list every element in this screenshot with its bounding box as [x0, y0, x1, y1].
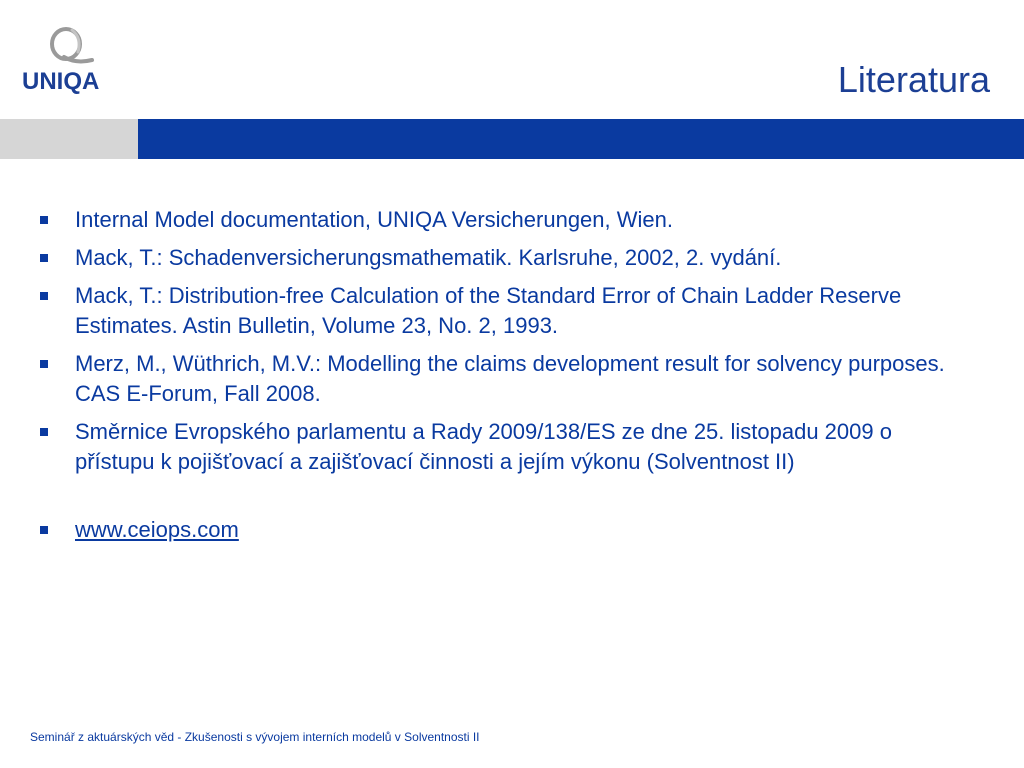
bullet-square-icon: [40, 292, 48, 300]
bullet-square-icon: [40, 254, 48, 262]
bullet-square-icon: [40, 526, 48, 534]
header-band-blue: [138, 119, 1024, 159]
footer-text: Seminář z aktuárských věd - Zkušenosti s vývojem interních modelů v Solventnosti II: [30, 730, 480, 744]
bullet-square-icon: [40, 216, 48, 224]
reference-item: [40, 281, 960, 341]
slide-title: Literatura: [837, 59, 990, 100]
uniqa-logo-mark-icon: [42, 24, 98, 66]
uniqa-logo-text: UNIQA: [22, 68, 100, 95]
reference-list: [40, 205, 960, 553]
ceiops-link[interactable]: www.ceiops.com: [75, 517, 239, 542]
reference-text: Mack, T.: Distribution-free Calculation of the Standard Error of Chain Ladder Reserve Estimates. Astin Bulletin, Volume 23, No. 2, 1993.: [75, 283, 902, 338]
header-band-grey: [0, 119, 138, 159]
reference-text: Internal Model documentation, UNIQA Versicherungen, Wien.: [75, 207, 673, 232]
reference-item: [40, 417, 960, 477]
link-item: [40, 515, 960, 545]
reference-item: [40, 349, 960, 409]
reference-text: Mack, T.: Schadenversicherungsmathematik. Karlsruhe, 2002, 2. vydání.: [75, 245, 782, 270]
reference-text: Směrnice Evropského parlamentu a Rady 2009/138/ES ze dne 25. listopadu 2009 o přístupu k pojišťovací a zajišťovací činnosti a jejím výkonu (Solventnost II): [75, 419, 892, 474]
reference-text: Merz, M., Wüthrich, M.V.: Modelling the claims development result for solvency purposes. CAS E-Forum, Fall 2008.: [75, 351, 945, 406]
reference-item: [40, 243, 960, 273]
uniqa-logo: [22, 24, 118, 96]
bullet-square-icon: [40, 428, 48, 436]
reference-item: [40, 205, 960, 235]
bullet-square-icon: [40, 360, 48, 368]
